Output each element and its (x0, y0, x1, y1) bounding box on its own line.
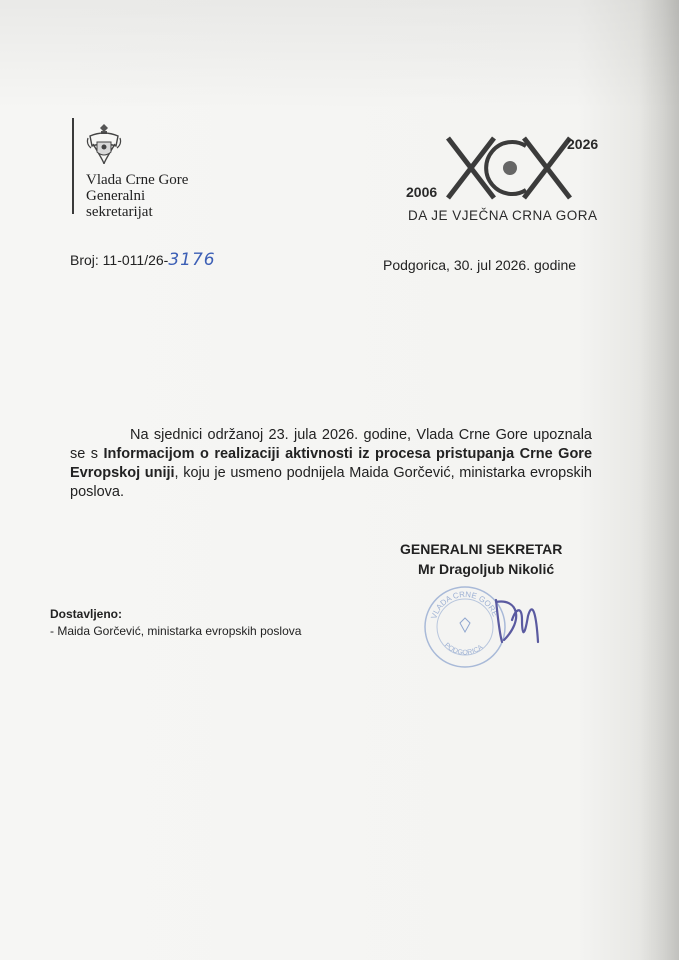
anniversary-logo (400, 132, 610, 232)
institution-name (86, 172, 246, 220)
reference-label: Broj: 11-011/26- (70, 252, 169, 268)
delivered-item: - Maida Gorčević, ministarka evropskih poslova (50, 624, 302, 638)
signatory-title: GENERALNI SEKRETAR (400, 541, 563, 557)
body-bold-title: Informacijom o realizaciji aktivnosti iz procesa pristupanja Crne Gore Evropskoj uniji (70, 446, 593, 481)
body-part-1: Na sjednici održanoj 23. jula 2026. godine, Vlada Crne Gore upoznala se s (70, 427, 592, 462)
signatory-name: Mr Dragoljub Nikolić (418, 561, 555, 577)
xcx-emblem-icon (440, 132, 580, 204)
letterhead-divider (72, 118, 74, 214)
delivered-title: Dostavljeno: (50, 607, 123, 621)
reference-number (70, 250, 216, 270)
handwritten-signature (488, 590, 548, 650)
svg-text:PODGORICA (443, 642, 485, 657)
anniversary-motto: DA JE VJEČNA CRNA GORA (408, 208, 598, 223)
institution-line-3: sekretarijat (86, 204, 153, 220)
institution-line-1: Vlada Crne Gore (86, 172, 189, 188)
institution-line-2: Generalni (86, 188, 146, 204)
scan-shadow-right (639, 0, 679, 960)
stamp-text-top: VLADA CRNE GORE (429, 589, 500, 621)
letter-body (70, 426, 592, 502)
handwritten-reference: 3176 (168, 250, 216, 270)
body-part-2: , koju je usmeno podnijela Maida Gorčević, ministarka evropskih poslova. (70, 465, 593, 500)
anniversary-year-start: 2006 (406, 184, 438, 200)
anniversary-year-end: 2026 (567, 136, 599, 152)
stamp-text-bottom: PODGORICA (442, 641, 485, 657)
place-and-date: Podgorica, 30. jul 2026. godine (383, 257, 577, 273)
scan-shadow-top (0, 0, 679, 110)
coat-of-arms-icon (84, 120, 124, 166)
